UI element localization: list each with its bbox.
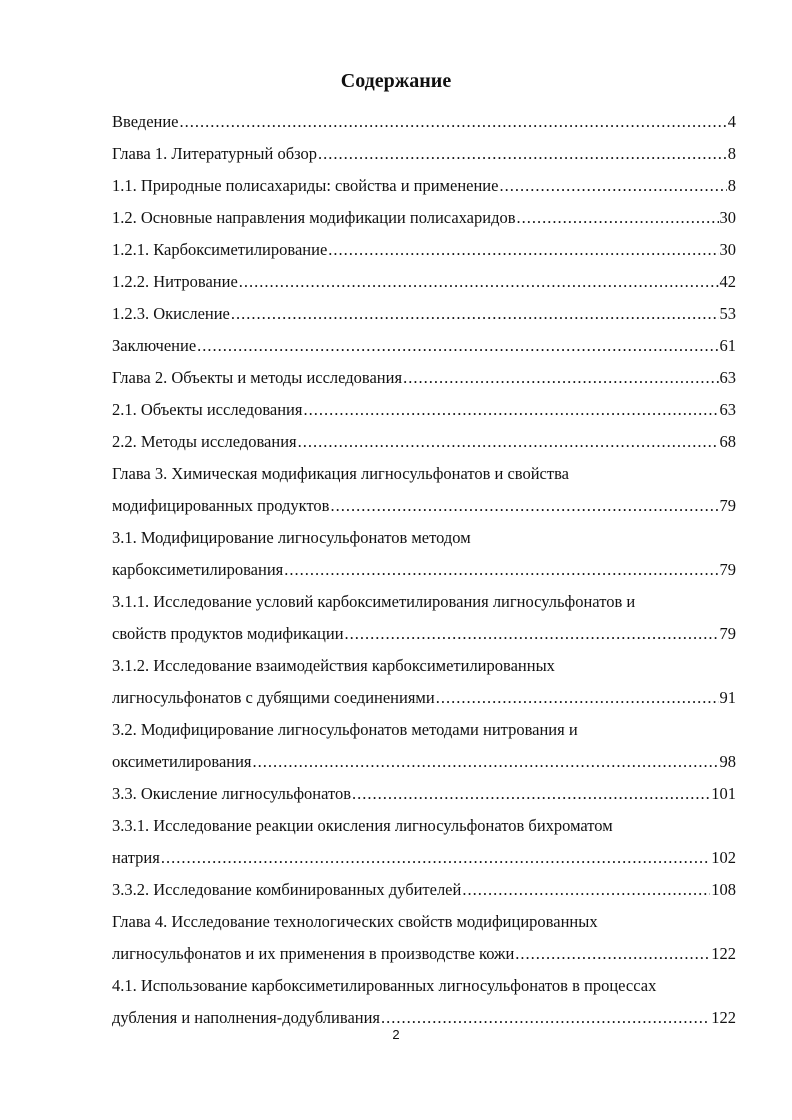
toc-entry-title: Глава 2. Объекты и методы исследования — [112, 368, 403, 387]
toc-entry-title-continued: дубления и наполнения-додубливания — [112, 1008, 381, 1027]
toc-entry-title: 3.3.1. Исследование реакции окисления лигносульфонатов бихроматом — [112, 816, 613, 835]
toc-leader-dots — [330, 490, 718, 522]
toc-entry — [112, 170, 736, 202]
toc-entry — [112, 106, 736, 138]
toc-entry-title: Глава 1. Литературный обзор — [112, 144, 318, 163]
toc-entry-continuation — [112, 682, 736, 714]
toc-entry-title: 2.2. Методы исследования — [112, 432, 297, 451]
toc-entry — [112, 202, 736, 234]
toc-entry-title: 1.2.2. Нитрование — [112, 272, 238, 291]
toc-entry — [112, 586, 736, 618]
toc-entry-page: 98 — [719, 752, 736, 771]
toc-entry-page: 8 — [727, 144, 736, 163]
toc-entry-title: Введение — [112, 112, 179, 131]
page-number: 2 — [392, 1027, 400, 1042]
toc-entry-title: 3.1.2. Исследование взаимодействия карбоксиметилированных — [112, 656, 555, 675]
toc-entry-title: Заключение — [112, 336, 197, 355]
toc-entry-title: 3.3.2. Исследование комбинированных дубителей — [112, 880, 462, 899]
toc-entry — [112, 394, 736, 426]
toc-entry — [112, 266, 736, 298]
toc-entry-title-continued: модифицированных продуктов — [112, 496, 330, 515]
toc-leader-dots — [462, 874, 710, 906]
toc-entry-title: 1.2. Основные направления модификации полисахаридов — [112, 208, 516, 227]
toc-entry — [112, 138, 736, 170]
toc-entry-title-continued: карбоксиметилирования — [112, 560, 284, 579]
toc-leader-dots — [352, 778, 710, 810]
toc-leader-dots — [180, 106, 727, 138]
toc-entry — [112, 330, 736, 362]
toc-leader-dots — [318, 138, 727, 170]
toc-entry-continuation — [112, 554, 736, 586]
toc-leader-dots — [239, 266, 719, 298]
toc-leader-dots — [284, 554, 718, 586]
toc-entry-title: 1.2.1. Карбоксиметилирование — [112, 240, 328, 259]
toc-entry-page: 122 — [711, 1008, 736, 1027]
toc-entry — [112, 234, 736, 266]
toc-entry-page: 63 — [719, 368, 736, 387]
toc-entry-title-continued: оксиметилирования — [112, 752, 252, 771]
toc-entry-page: 8 — [727, 176, 736, 195]
toc-entry-title-continued: натрия — [112, 848, 160, 867]
toc-entry-page: 101 — [711, 784, 736, 803]
toc-entry-page: 42 — [719, 272, 736, 291]
toc-entry-page: 53 — [719, 304, 736, 323]
toc-entry-page: 4 — [727, 112, 736, 131]
toc-leader-dots — [197, 330, 718, 362]
toc-entry-page: 79 — [719, 560, 736, 579]
toc-entry — [112, 650, 736, 682]
toc-leader-dots — [328, 234, 718, 266]
toc-entry-page: 79 — [719, 496, 736, 515]
toc-entry-page: 108 — [711, 880, 736, 899]
toc-entry-title: 3.1.1. Исследование условий карбоксиметилирования лигносульфонатов и — [112, 592, 636, 611]
toc-leader-dots — [436, 682, 719, 714]
toc-entry-title: 3.1. Модифицирование лигносульфонатов методом — [112, 528, 471, 547]
toc-entry — [112, 906, 736, 938]
toc-entry-title: 2.1. Объекты исследования — [112, 400, 303, 419]
toc-entry-page: 122 — [711, 944, 736, 963]
toc-entry-title: 1.1. Природные полисахариды: свойства и применение — [112, 176, 499, 195]
toc-entry — [112, 714, 736, 746]
toc-leader-dots — [303, 394, 718, 426]
toc-entry — [112, 970, 736, 1002]
toc-entry-continuation — [112, 618, 736, 650]
toc-entry-title: 3.2. Модифицирование лигносульфонатов методами нитрования и — [112, 720, 578, 739]
toc-entry-title: 4.1. Использование карбоксиметилированных лигносульфонатов в процессах — [112, 976, 657, 995]
toc-entry — [112, 778, 736, 810]
toc-leader-dots — [298, 426, 719, 458]
toc-entry-title: 1.2.3. Окисление — [112, 304, 230, 323]
toc-entry-title-continued: свойств продуктов модификации — [112, 624, 344, 643]
toc-entry — [112, 458, 736, 490]
toc-entry — [112, 874, 736, 906]
toc-entry — [112, 362, 736, 394]
toc-entry-title: Глава 4. Исследование технологических свойств модифицированных — [112, 912, 598, 931]
toc-entry-page: 30 — [719, 208, 736, 227]
toc-entry-page: 91 — [719, 688, 736, 707]
toc-entry-page: 63 — [719, 400, 736, 419]
toc-entry-continuation — [112, 746, 736, 778]
toc-entry-page: 79 — [719, 624, 736, 643]
toc-leader-dots — [403, 362, 718, 394]
table-of-contents — [112, 106, 736, 1034]
toc-leader-dots — [499, 170, 726, 202]
toc-entry — [112, 426, 736, 458]
toc-entry-continuation — [112, 490, 736, 522]
toc-entry-page: 102 — [711, 848, 736, 867]
toc-leader-dots — [231, 298, 719, 330]
toc-entry-title: Глава 3. Химическая модификация лигносульфонатов и свойства — [112, 464, 569, 483]
toc-leader-dots — [515, 938, 710, 970]
toc-entry-title: 3.3. Окисление лигносульфонатов — [112, 784, 352, 803]
toc-entry-page: 68 — [719, 432, 736, 451]
toc-entry-continuation — [112, 842, 736, 874]
toc-entry-title-continued: лигносульфонатов с дубящими соединениями — [112, 688, 435, 707]
toc-leader-dots — [253, 746, 719, 778]
toc-leader-dots — [345, 618, 719, 650]
toc-entry — [112, 522, 736, 554]
toc-entry — [112, 298, 736, 330]
toc-entry-page: 61 — [719, 336, 736, 355]
toc-entry — [112, 810, 736, 842]
toc-entry-continuation — [112, 938, 736, 970]
page-title: Содержание — [340, 70, 452, 92]
toc-entry-page: 30 — [719, 240, 736, 259]
toc-leader-dots — [161, 842, 710, 874]
toc-entry-title-continued: лигносульфонатов и их применения в производстве кожи — [112, 944, 515, 963]
toc-leader-dots — [517, 202, 719, 234]
